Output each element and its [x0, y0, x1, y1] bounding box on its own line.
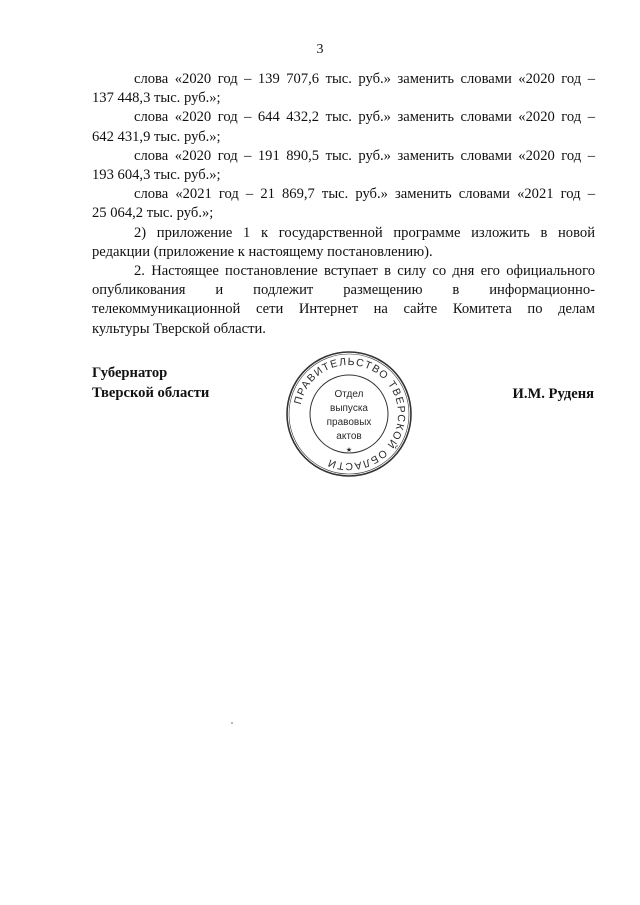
- paragraph-1-line-2: 137 448,3 тыс. руб.»;: [92, 90, 221, 107]
- stamp-star-icon: ★: [345, 447, 353, 454]
- scan-speck: [231, 722, 233, 724]
- stamp-center-line-2: выпуска: [330, 403, 368, 414]
- stamp-center-line-4: актов: [336, 431, 362, 442]
- page-number: 3: [316, 42, 324, 57]
- paragraph-6-line-4: культуры Тверской области.: [92, 320, 266, 337]
- paragraph-6-line-2: опубликования и подлежит размещению в информационно-: [92, 282, 595, 299]
- stamp-ring-text: ПРАВИТЕЛЬСТВО ТВЕРСКОЙ ОБЛАСТИ: [292, 355, 408, 473]
- paragraph-2-line-1: слова «2020 год – 644 432,2 тыс. руб.» заменить словами «2020 год –: [134, 109, 595, 126]
- paragraph-6-line-3: телекоммуникационной сети Интернет на сайте Комитета по делам: [92, 301, 595, 318]
- stamp-center-line-3: правовых: [326, 417, 372, 428]
- paragraph-3-line-1: слова «2020 год – 191 890,5 тыс. руб.» заменить словами «2020 год –: [134, 147, 595, 164]
- signatory-name: И.М. Руденя: [512, 386, 594, 402]
- document-body: [92, 70, 595, 339]
- official-stamp: [285, 350, 413, 478]
- stamp-center-line-1: Отдел: [334, 389, 364, 400]
- paragraph-2-line-2: 642 431,9 тыс. руб.»;: [92, 128, 221, 145]
- paragraph-3-line-2: 193 604,3 тыс. руб.»;: [92, 167, 221, 184]
- stamp-outer-thin-ring: [289, 354, 409, 474]
- stamp-outer-ring: [287, 352, 411, 476]
- paragraph-6-line-1: 2. Настоящее постановление вступает в силу со дня его официального: [134, 263, 595, 280]
- paragraph-1-line-1: слова «2020 год – 139 707,6 тыс. руб.» заменить словами «2020 год –: [134, 71, 595, 87]
- paragraph-5-line-2: редакции (приложение к настоящему постановлению).: [92, 243, 433, 260]
- paragraph-4-line-2: 25 064,2 тыс. руб.»;: [92, 205, 214, 222]
- signatory-title: [92, 364, 209, 403]
- paragraph-5-line-1: 2) приложение 1 к государственной программе изложить в новой: [134, 224, 595, 241]
- paragraph-4-line-1: слова «2021 год – 21 869,7 тыс. руб.» заменить словами «2021 год –: [134, 186, 595, 203]
- signatory-title-line-1: Губернатор: [92, 365, 168, 381]
- signatory-title-line-2: Тверской области: [92, 384, 210, 401]
